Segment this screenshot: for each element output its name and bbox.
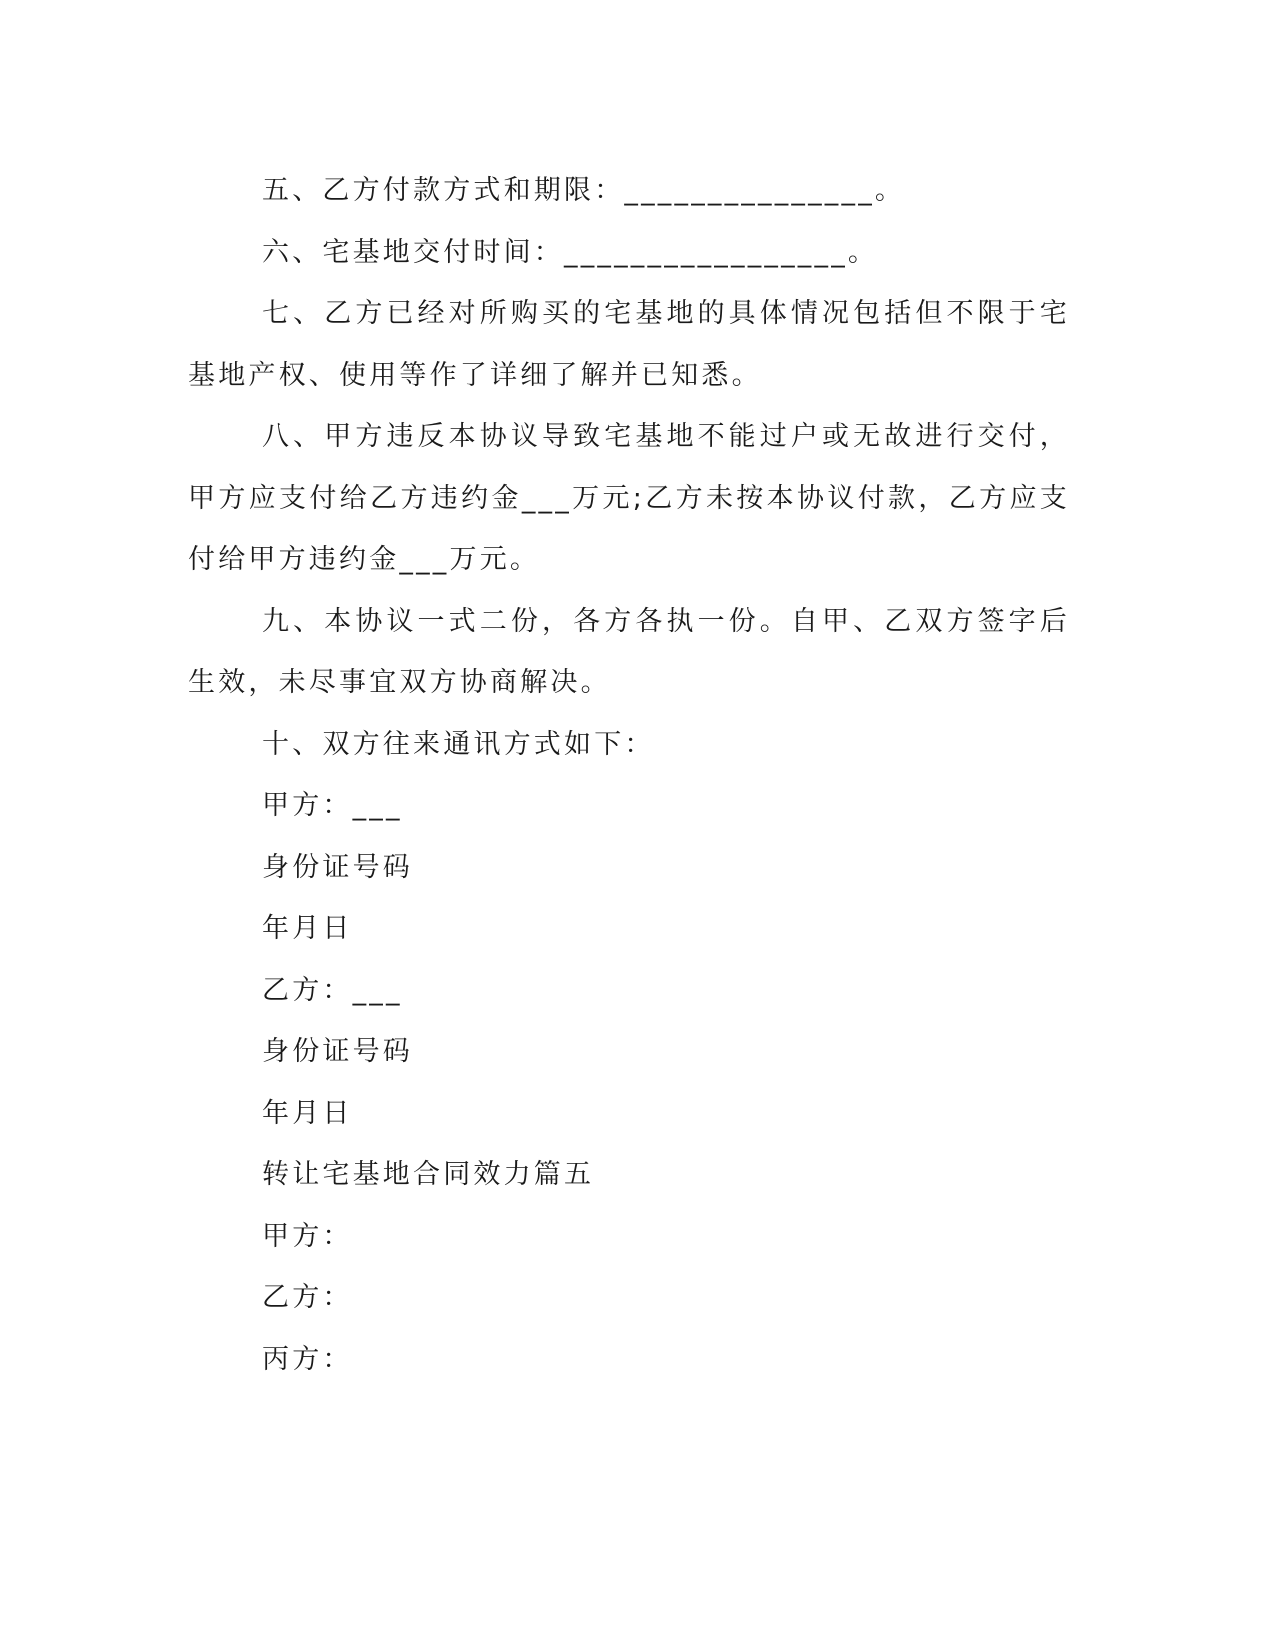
party-b-signature-line: 乙方：___ xyxy=(262,974,403,1006)
document-body xyxy=(188,160,1070,1390)
party-a-id-number-label: 身份证号码 xyxy=(262,851,413,883)
party-a-date-label: 年月日 xyxy=(262,913,353,944)
party-b-date-label: 年月日 xyxy=(262,1097,353,1129)
clause-delivery-time: 六、宅基地交付时间：_________________。 xyxy=(262,236,879,268)
party-c-label: 丙方： xyxy=(262,1343,353,1375)
party-b-label: 乙方： xyxy=(262,1282,353,1313)
clause-copies-effect: 九、本协议一式二份，各方各执一份。自甲、乙双方签字后生效，未尽事宜双方协商解决。 xyxy=(188,605,1070,698)
section-heading: 转让宅基地合同效力篇五 xyxy=(262,1159,595,1190)
party-b-id-number-label: 身份证号码 xyxy=(262,1036,413,1067)
clause-contact-info: 十、双方往来通讯方式如下： xyxy=(262,728,655,760)
clause-payment-method: 五、乙方付款方式和期限：_______________。 xyxy=(262,175,906,206)
clause-property-knowledge: 七、乙方已经对所购买的宅基地的具体情况包括但不限于宅基地产权、使用等作了详细了解并已知悉。 xyxy=(188,298,1070,391)
clause-breach-penalty: 八、甲方违反本协议导致宅基地不能过户或无故进行交付，甲方应支付给乙方违约金___万元;乙方未按本协议付款，乙方应支付给甲方违约金___万元。 xyxy=(188,421,1070,575)
party-a-label: 甲方： xyxy=(262,1220,353,1252)
party-a-signature-line: 甲方：___ xyxy=(262,790,403,821)
